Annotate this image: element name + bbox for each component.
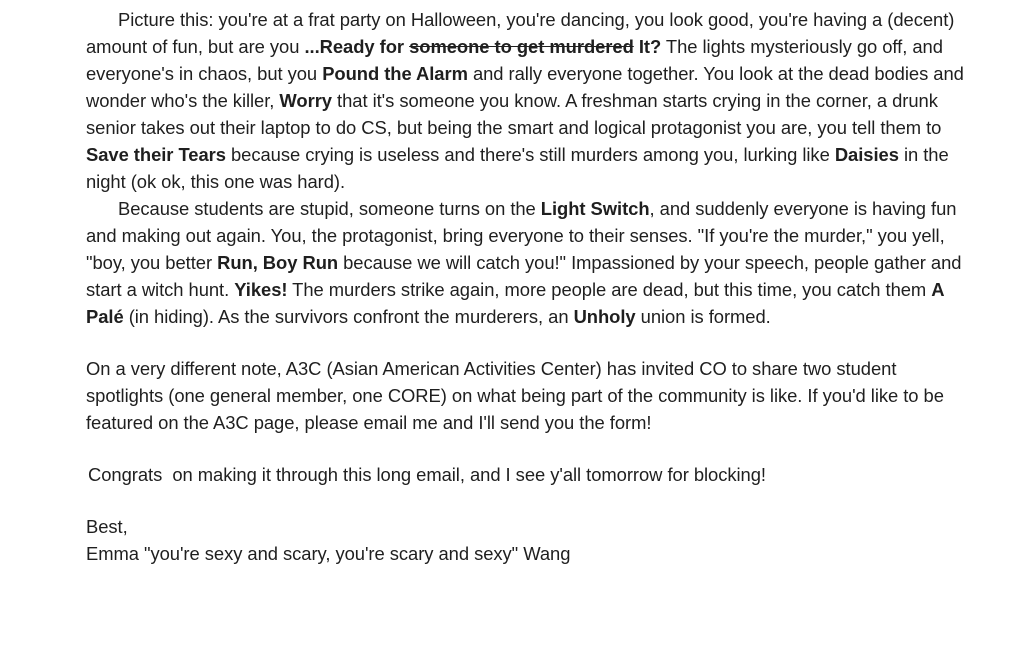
- story-paragraph-2: [86, 195, 966, 330]
- para2-seg-8: (in hiding). As the survivors confront the murderers, an: [123, 306, 574, 327]
- para1-seg-4: The lights mysteriously go off, and everyone's in chaos, but you: [86, 36, 943, 84]
- para1-seg-12: in the night (ok ok, this one was hard).: [86, 144, 949, 192]
- para1-seg-7: Worry: [279, 90, 332, 111]
- para2-seg-7: A Palé: [86, 279, 944, 327]
- para2-seg-9: Unholy: [573, 306, 636, 327]
- signature: Emma "you're sexy and scary, you're scary and sexy" Wang: [86, 543, 571, 564]
- para2-seg-5: Yikes!: [234, 279, 288, 300]
- para1-seg-5: Pound the Alarm: [322, 63, 468, 84]
- signoff: Best,: [86, 516, 128, 537]
- para1-seg-9: Save their Tears: [86, 144, 226, 165]
- story-paragraph-1: [86, 6, 966, 195]
- congrats-paragraph: Congrats on making it through this long email, and I see y'all tomorrow for blocking!: [88, 464, 766, 485]
- para2-seg-6: The murders strike again, more people are dead, but this time, you catch them: [287, 279, 932, 300]
- para2-seg-1: Light Switch: [540, 198, 650, 219]
- para1-seg-6: and rally everyone together. You look at the dead bodies and wonder who's the killer,: [86, 63, 964, 111]
- para1-seg-10: because crying is useless and there's still murders among you, lurking like: [225, 144, 835, 165]
- email-body: [86, 6, 966, 567]
- para1-seg-0: Picture this: you're at a frat party on Halloween, you're dancing, you look good, you're having a (decent) amount of fun, but are you: [86, 9, 955, 57]
- para1-seg-2-strikethrough: someone to get murdered: [409, 36, 634, 57]
- para2-seg-2: , and suddenly everyone is having fun and making out again. You, the protagonist, bring everyone to their senses. "If you're the murder," you yell, "boy, you better: [86, 198, 957, 273]
- para2-seg-3: Run, Boy Run: [217, 252, 339, 273]
- para2-seg-4: because we will catch you!" Impassioned by your speech, people gather and start a witch hunt.: [86, 252, 962, 300]
- para2-seg-0: Because students are stupid, someone turns on the: [118, 198, 541, 219]
- para2-seg-10: union is formed.: [635, 306, 771, 327]
- para1-seg-11: Daisies: [834, 144, 899, 165]
- para1-seg-8: that it's someone you know. A freshman starts crying in the corner, a drunk senior takes out their laptop to do CS, but being the smart and logical protagonist you are, you tell them to: [86, 90, 942, 138]
- para1-seg-1: ...Ready for: [304, 36, 410, 57]
- paragraph-spacer: [86, 436, 966, 461]
- paragraph-spacer: [86, 488, 966, 513]
- para1-seg-3: It?: [633, 36, 662, 57]
- paragraph-spacer: [86, 330, 966, 355]
- a3c-announcement-paragraph: On a very different note, A3C (Asian American Activities Center) has invited CO to share two student spotlights (one general member, one CORE) on what being part of the community is like. If you'd like to be featured on the A3C page, please email me and I'll send you the form!: [86, 358, 944, 433]
